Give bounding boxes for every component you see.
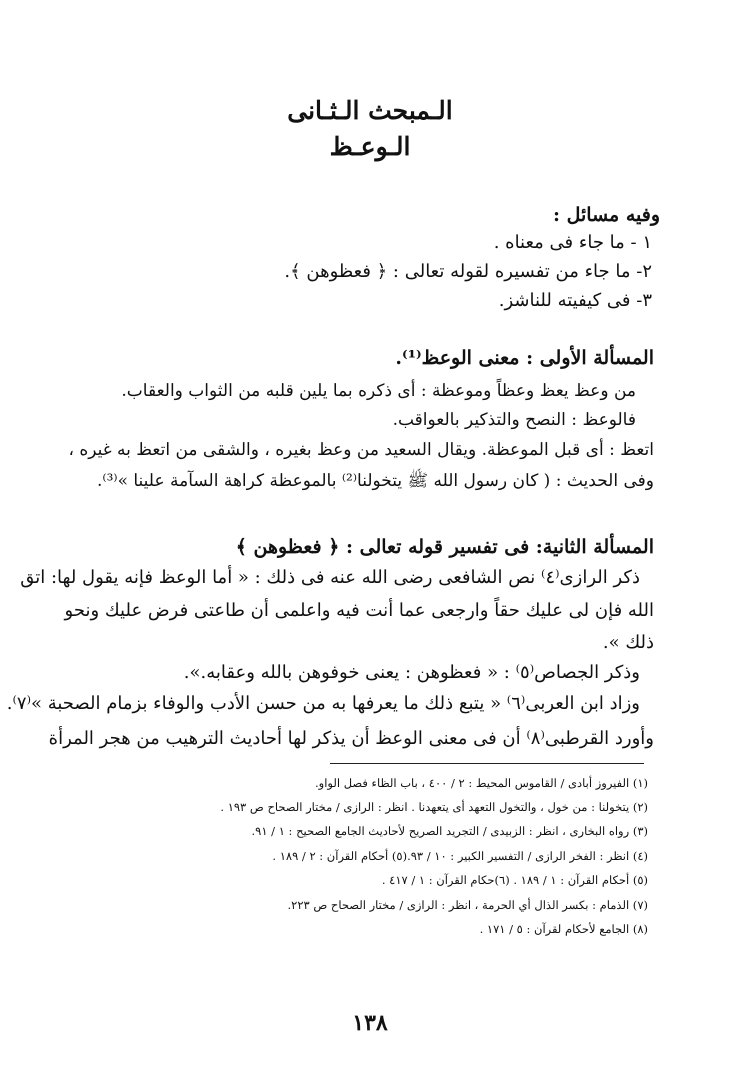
- paragraph-line: الله فإن لى عليك حقاً وارجعى عما أنت فيه واعلمى أن طاعتى فرض عليك ونحو: [64, 600, 654, 621]
- footnote: (٢) يتخولنا : من خول ، والتخول التعهد أى يتعهدنا . انظر : الرازى / مختار الصحاح ص ١٩٣ .: [220, 800, 648, 814]
- paragraph-line: ذلك ».: [602, 632, 654, 653]
- footnote: (٨) الجامع لأحكام لقرآن : ٥ / ١٧١ .: [479, 922, 648, 936]
- issue1-heading: المسألة الأولى : معنى الوعظ⁽¹⁾.: [395, 347, 654, 369]
- intro-item: ٣- فى كيفيته للناشز.: [498, 290, 652, 311]
- footnote: (١) الفيروز أبادى / القاموس المحيط : ٢ / ٤٠٠ ، باب الظاء فصل الواو.: [315, 776, 648, 790]
- paragraph-line: من وعظ يعظ وعظاً وموعظة : أى ذكره بما يلين قلبه من الثواب والعقاب.: [121, 381, 636, 401]
- paragraph-line: وذكر الجصاص⁽٥⁾ : « فعظوهن : يعنى خوفوهن بالله وعقابه.».: [183, 662, 640, 683]
- section-title: الـمبحث الـثـانى: [287, 96, 453, 125]
- footnote: (٣) رواه البخارى ، انظر : الزبيدى / التجريد الصريح لأحاديث الجامع الصحيح : ١ / ٩١.: [251, 824, 648, 838]
- footnote-divider: [330, 763, 644, 764]
- paragraph-line: اتعظ : أى قبل الموعظة. ويقال السعيد من وعظ بغيره ، والشقى من اتعظ به غيره ،: [68, 440, 654, 460]
- footnote: (٧) الذمام : بكسر الذال أي الحرمة ، انظر : الرازى / مختار الصحاح ص ٢٢٣.: [287, 898, 648, 912]
- paragraph-line: وفى الحديث : ( كان رسول الله ﷺ يتخولنا⁽²⁾ بالموعظة كراهة السآمة علينا »⁽³⁾.: [96, 471, 654, 491]
- topic-title: الـوعـظ: [329, 132, 411, 161]
- page-number: ١٣٨: [352, 1010, 388, 1036]
- paragraph-line: وأورد القرطبى⁽٨⁾ أن فى معنى الوعظ أن يذكر لها أحاديث الترهيب من هجر المرأة: [48, 728, 654, 749]
- intro-item: ٢- ما جاء من تفسيره لقوله تعالى : ﴿ فعظوهن ﴾.: [284, 261, 652, 282]
- footnote: (٥) أحكام القرآن : ١ / ١٨٩ . (٦)حكام القرآن : ١ / ٤١٧ .: [381, 873, 648, 887]
- footnote: (٤) انظر : الفخر الرازى / التفسير الكبير : ١٠ / ٩٣.(٥) أحكام القرآن : ٢ / ١٨٩ .: [272, 849, 648, 863]
- intro-item: ١ - ما جاء فى معناه .: [493, 232, 652, 253]
- intro-heading: وفيه مسائل :: [552, 204, 660, 226]
- issue2-heading: المسألة الثانية: فى تفسير قوله تعالى : ﴿ فعظوهن ﴾: [235, 536, 654, 558]
- paragraph-line: فالوعظ : النصح والتذكير بالعواقب.: [392, 410, 636, 430]
- paragraph-line: وزاد ابن العربى⁽٦⁾ « يتبع ذلك ما يعرفها به من حسن الأدب والوفاء بزمام الصحبة »⁽٧⁾.: [6, 693, 640, 714]
- paragraph-line: ذكر الرازى⁽٤⁾ نص الشافعى رضى الله عنه فى ذلك : « أما الوعظ فإنه يقول لها: اتق: [20, 567, 640, 588]
